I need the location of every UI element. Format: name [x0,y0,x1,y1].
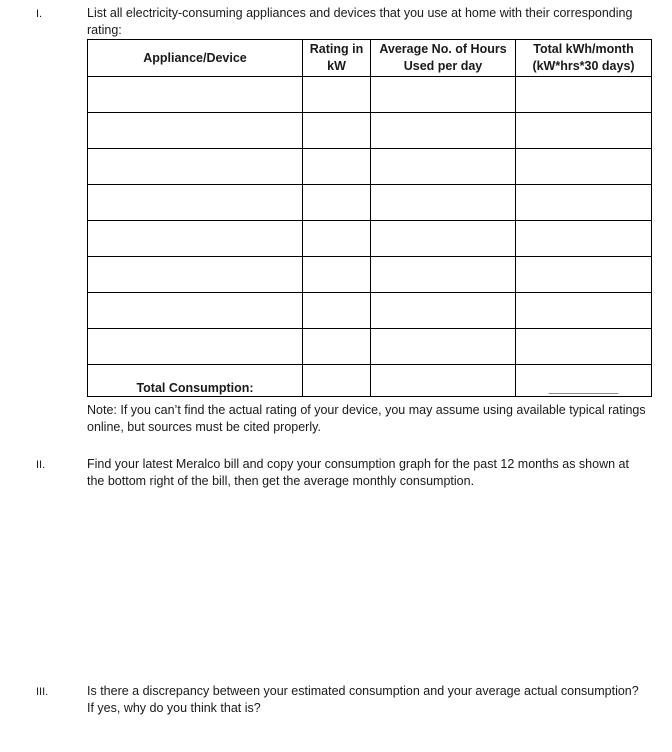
table-row [88,185,652,221]
section-1-note: Note: If you can’t find the actual rating of your device, you may assume using available typical ratings online, but sources must be cited properly. [87,403,646,434]
total-cell[interactable] [516,77,652,113]
table-row [88,221,652,257]
appliance-cell[interactable] [88,185,303,221]
rating-cell[interactable] [303,113,371,149]
hours-cell[interactable] [371,329,516,365]
appliance-cell[interactable] [88,329,303,365]
hours-cell[interactable] [371,77,516,113]
total-cell[interactable] [516,113,652,149]
table-row [88,113,652,149]
section-1-numeral: I. [36,8,43,20]
total-consumption-blank[interactable]: __________ [516,365,652,397]
total-cell[interactable] [516,293,652,329]
table-row [88,329,652,365]
appliance-cell[interactable] [88,113,303,149]
rating-cell[interactable] [303,293,371,329]
section-2-text: Find your latest Meralco bill and copy your consumption graph for the past 12 months as shown at the bottom right of the bill, then get the average monthly consumption. [87,457,629,488]
total-rating-cell [303,365,371,397]
hours-cell[interactable] [371,113,516,149]
table-row [88,257,652,293]
total-cell[interactable] [516,329,652,365]
hours-cell[interactable] [371,293,516,329]
hours-cell[interactable] [371,221,516,257]
total-hours-cell [371,365,516,397]
table-header-row [88,40,652,77]
section-3-numeral: III. [36,686,49,698]
appliance-table [87,39,652,397]
section-1-instruction: List all electricity-consuming appliances and devices that you use at home with their corresponding rating: [87,6,633,37]
header-total-kwh: Total kWh/month (kW*hrs*30 days) [516,40,652,77]
rating-cell[interactable] [303,149,371,185]
total-cell[interactable] [516,149,652,185]
total-cell[interactable] [516,257,652,293]
table-row [88,293,652,329]
table-row [88,149,652,185]
header-hours: Average No. of Hours Used per day [371,40,516,77]
hours-cell[interactable] [371,257,516,293]
section-3-text: Is there a discrepancy between your estimated consumption and your average actual consumption? If yes, why do you think that is? [87,684,639,715]
total-cell[interactable] [516,185,652,221]
total-cell[interactable] [516,221,652,257]
rating-cell[interactable] [303,185,371,221]
hours-cell[interactable] [371,149,516,185]
appliance-cell[interactable] [88,221,303,257]
total-consumption-label: Total Consumption: [88,365,303,397]
total-row [88,365,652,397]
rating-cell[interactable] [303,77,371,113]
appliance-cell[interactable] [88,257,303,293]
appliance-cell[interactable] [88,77,303,113]
hours-cell[interactable] [371,185,516,221]
rating-cell[interactable] [303,257,371,293]
appliance-cell[interactable] [88,293,303,329]
appliance-cell[interactable] [88,149,303,185]
section-2-numeral: II. [36,459,46,471]
rating-cell[interactable] [303,329,371,365]
rating-cell[interactable] [303,221,371,257]
header-rating: Rating in kW [303,40,371,77]
header-appliance: Appliance/Device [88,40,303,77]
table-row [88,77,652,113]
